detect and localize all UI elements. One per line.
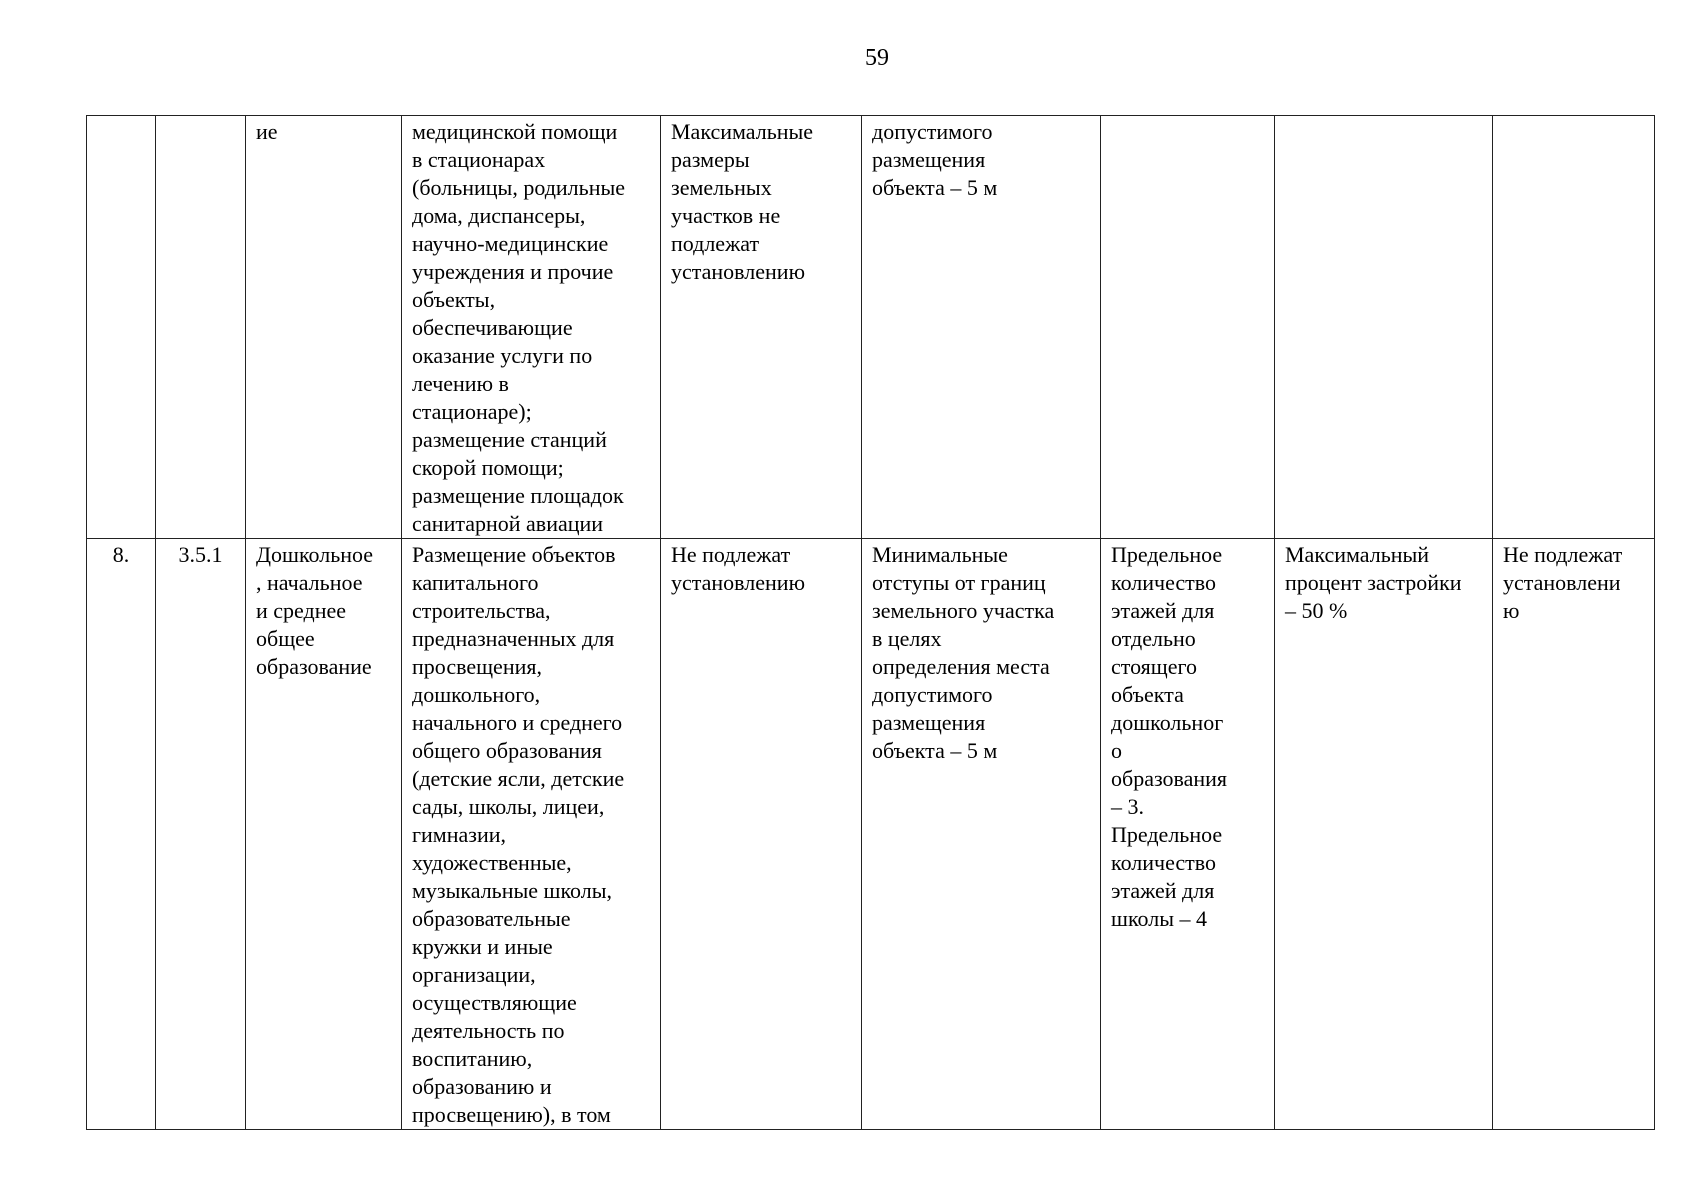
zoning-table xyxy=(86,115,1655,1130)
plot-size-cell: Не подлежат установлению xyxy=(661,539,862,1130)
page-number: 59 xyxy=(865,45,889,71)
use-description-cell: Размещение объектов капитального строительства, предназначенных для просвещения, дошкольного, начального и среднего общего образования (детские ясли, детские сады, школы, лицеи, гимназии, художественные, музыкальные школы, образовательные кружки и иные организации, осуществляющие деятельность по воспитанию, образованию и просвещению), в том xyxy=(402,539,661,1130)
other-params-cell: Не подлежат установлени ю xyxy=(1493,539,1655,1130)
coverage-cell xyxy=(1275,116,1493,539)
setback-cell: допустимого размещения объекта – 5 м xyxy=(862,116,1101,539)
other-params-cell xyxy=(1493,116,1655,539)
row-number-cell xyxy=(87,116,156,539)
table-row xyxy=(87,539,1655,1130)
coverage-cell: Максимальный процент застройки – 50 % xyxy=(1275,539,1493,1130)
use-description-cell: медицинской помощи в стационарах (больницы, родильные дома, диспансеры, научно-медицинские учреждения и прочие объекты, обеспечивающие оказание услуги по лечению в стационаре); размещение станций скорой помощи; размещение площадок санитарной авиации xyxy=(402,116,661,539)
floors-cell: Предельное количество этажей для отдельно стоящего объекта дошкольног о образования – 3. Предельное количество этажей для школы – 4 xyxy=(1101,539,1275,1130)
plot-size-cell: Максимальные размеры земельных участков не подлежат установлению xyxy=(661,116,862,539)
row-number-cell: 8. xyxy=(87,539,156,1130)
use-name-cell: ие xyxy=(246,116,402,539)
code-cell: 3.5.1 xyxy=(156,539,246,1130)
code-cell xyxy=(156,116,246,539)
setback-cell: Минимальные отступы от границ земельного участка в целях определения места допустимого размещения объекта – 5 м xyxy=(862,539,1101,1130)
table-row xyxy=(87,116,1655,539)
use-name-cell: Дошкольное , начальное и среднее общее образование xyxy=(246,539,402,1130)
floors-cell xyxy=(1101,116,1275,539)
